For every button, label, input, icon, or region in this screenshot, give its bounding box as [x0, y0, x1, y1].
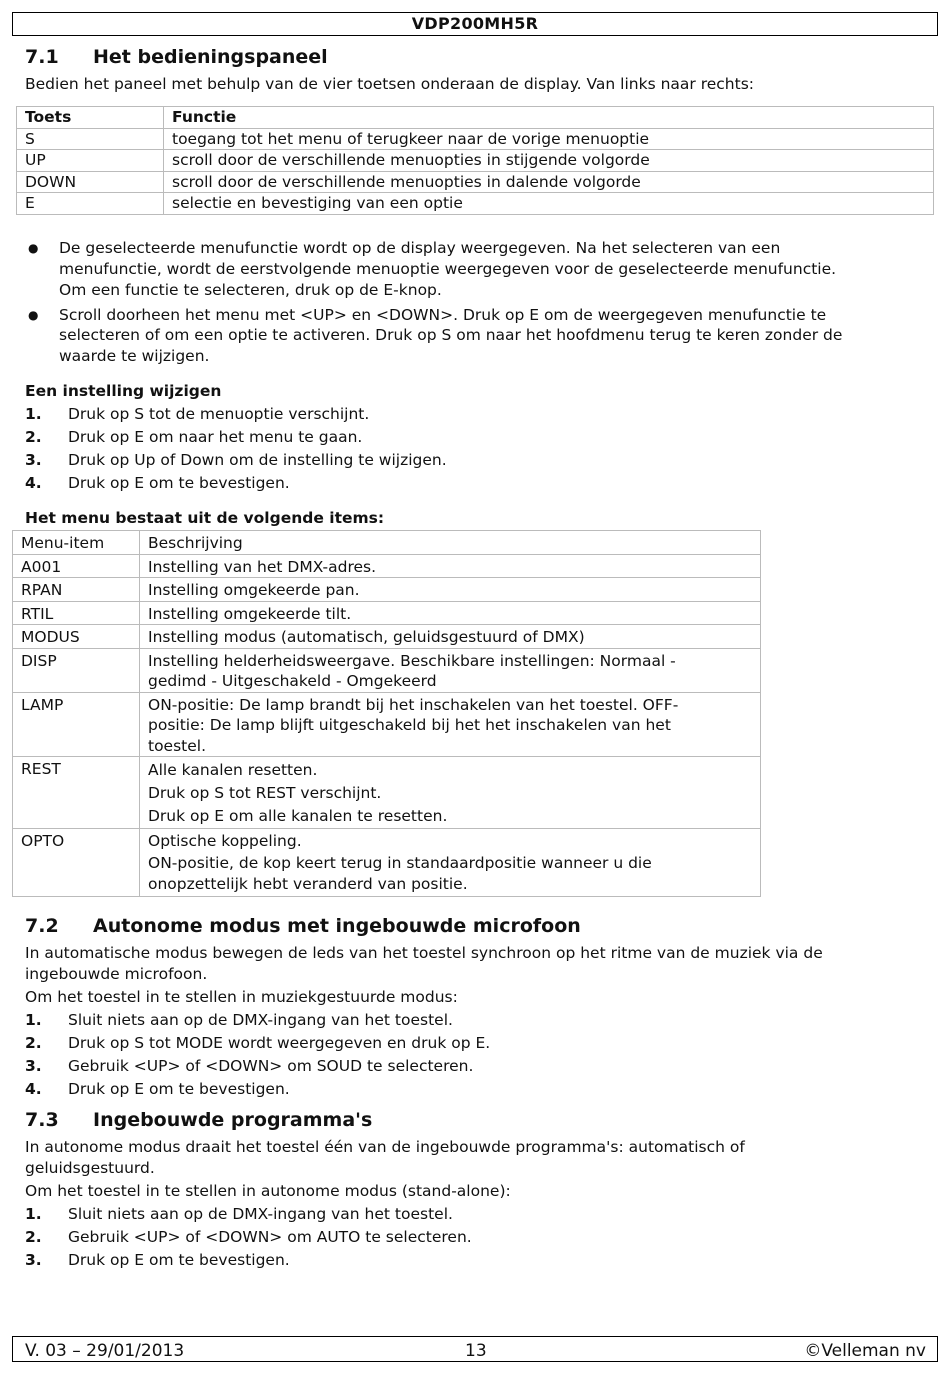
section-number: 7.2 [25, 915, 59, 937]
table-row [17, 171, 934, 193]
step-number: 3. [25, 1251, 42, 1269]
menu-item-cell: RTIL [13, 601, 140, 625]
table-row [17, 128, 934, 150]
step-text: Druk op E om naar het menu te gaan. [68, 428, 363, 446]
menu-desc-cell [140, 692, 761, 757]
step-text: Sluit niets aan op de DMX-ingang van het toestel. [68, 1011, 453, 1029]
bullet-line: Scroll doorheen het menu met <UP> en <DOWN>. Druk op E om de weergegeven menufunctie te [59, 306, 827, 324]
menu-desc-cell [140, 554, 761, 578]
menu-desc-line: positie: De lamp blijft uitgeschakeld bij het het inschakelen van het [148, 716, 671, 734]
section-title: Het bedieningspaneel [93, 46, 328, 68]
table-row [17, 150, 934, 172]
menu-item-cell: A001 [13, 554, 140, 578]
step-number: 3. [25, 1057, 42, 1075]
section-title: Ingebouwde programma's [93, 1109, 373, 1131]
menu-desc-line: Alle kanalen resetten. [148, 761, 318, 779]
menu-desc-cell [140, 648, 761, 692]
step-text: Gebruik <UP> of <DOWN> om SOUD te selecteren. [68, 1057, 474, 1075]
step-text: Druk op E om te bevestigen. [68, 1251, 290, 1269]
menu-desc-cell [140, 625, 761, 649]
bullet-line: selecteren of om een optie te activeren. Druk op S om naar het hoofdmenu terug te keren zonder de [59, 326, 843, 344]
menu-item-cell: OPTO [13, 829, 140, 897]
menu-desc-line: Druk op S tot REST verschijnt. [148, 784, 382, 802]
subheading: Een instelling wijzigen [25, 382, 222, 400]
menu-desc-line: Instelling van het DMX-adres. [148, 557, 377, 576]
section-intro: Bedien het paneel met behulp van de vier toetsen onderaan de display. Van links naar rechts: [25, 75, 754, 93]
bullet-line: waarde te wijzigen. [59, 347, 210, 365]
keys-table [16, 106, 934, 215]
section-intro-line: In automatische modus bewegen de leds van het toestel synchroon op het ritme van de muziek via de [25, 944, 823, 962]
menu-item-cell: REST [13, 757, 140, 829]
step-text: Druk op S tot MODE wordt weergegeven en druk op E. [68, 1034, 491, 1052]
menu-desc-line: Instelling omgekeerde pan. [148, 581, 360, 599]
step-number: 1. [25, 405, 42, 423]
menu-desc-line: Instelling modus (automatisch, geluidsgestuurd of DMX) [148, 628, 585, 646]
footer-copyright: ©Velleman nv [804, 1341, 926, 1361]
table-row [13, 601, 761, 625]
table-row [17, 193, 934, 215]
menu-desc-line: Optische koppeling. [148, 832, 302, 850]
section-title: Autonome modus met ingebouwde microfoon [93, 915, 581, 937]
menu-desc-cell [140, 757, 761, 829]
table-row [13, 625, 761, 649]
menu-desc-line: onopzettelijk hebt veranderd van positie. [148, 875, 468, 893]
table-row [13, 757, 761, 829]
menu-desc-line: ON-positie: De lamp brandt bij het inschakelen van het toestel. OFF- [148, 695, 679, 714]
section-lead: Om het toestel in te stellen in muziekgestuurde modus: [25, 988, 458, 1006]
menu-desc-cell [140, 829, 761, 897]
function-cell: selectie en bevestiging van een optie [164, 193, 934, 215]
table-row [13, 648, 761, 692]
menu-item-cell: RPAN [13, 578, 140, 602]
step-text: Druk op E om te bevestigen. [68, 1080, 290, 1098]
section-lead: Om het toestel in te stellen in autonome modus (stand-alone): [25, 1182, 511, 1200]
step-number: 1. [25, 1011, 42, 1029]
table-row [13, 829, 761, 897]
bullet-line: menufunctie, wordt de eerstvolgende menuoptie weergegeven voor de geselecteerde menufunctie. [59, 260, 837, 278]
function-cell: toegang tot het menu of terugkeer naar de vorige menuoptie [164, 128, 934, 150]
menu-desc-line: Instelling helderheidsweergave. Beschikbare instellingen: Normaal - [148, 651, 676, 670]
key-cell: E [17, 193, 164, 215]
table-header-cell: Toets [17, 107, 164, 129]
key-cell: S [17, 128, 164, 150]
menu-desc-line: gedimd - Uitgeschakeld - Omgekeerd [148, 672, 437, 690]
section-intro-line: In autonome modus draait het toestel één van de ingebouwde programma's: automatisch of [25, 1138, 745, 1156]
table-row [13, 692, 761, 757]
function-cell: scroll door de verschillende menuopties in dalende volgorde [164, 171, 934, 193]
function-cell: scroll door de verschillende menuopties in stijgende volgorde [164, 150, 934, 172]
section-intro-line: ingebouwde microfoon. [25, 965, 208, 983]
footer-version: V. 03 – 29/01/2013 [25, 1341, 185, 1361]
bullet-dot: ● [28, 241, 39, 255]
menu-desc-line: Druk op E om alle kanalen te resetten. [148, 807, 448, 825]
section-number: 7.1 [25, 46, 59, 68]
bullet-line: Om een functie te selecteren, druk op de E-knop. [59, 281, 442, 299]
table-row [13, 578, 761, 602]
step-text: Sluit niets aan op de DMX-ingang van het toestel. [68, 1205, 453, 1223]
step-text: Druk op Up of Down om de instelling te wijzigen. [68, 451, 447, 469]
menu-desc-cell [140, 601, 761, 625]
step-text: Druk op E om te bevestigen. [68, 474, 290, 492]
menu-item-cell: DISP [13, 648, 140, 692]
menu-desc-line: ON-positie, de kop keert terug in standaardpositie wanneer u die [148, 853, 652, 872]
footer-page-number: 13 [465, 1341, 487, 1361]
step-number: 1. [25, 1205, 42, 1223]
menu-item-cell: LAMP [13, 692, 140, 757]
step-number: 2. [25, 1228, 42, 1246]
table-header-cell: Functie [164, 107, 934, 129]
menu-desc-line: Instelling omgekeerde tilt. [148, 604, 352, 623]
table-header-cell: Menu-item [13, 531, 140, 555]
table-header-cell: Beschrijving [140, 531, 761, 555]
menu-desc-cell [140, 578, 761, 602]
bullet-line: De geselecteerde menufunctie wordt op de display weergegeven. Na het selecteren van een [59, 239, 781, 257]
table-header-row [13, 531, 761, 555]
step-number: 4. [25, 1080, 42, 1098]
step-number: 3. [25, 451, 42, 469]
step-text: Gebruik <UP> of <DOWN> om AUTO te selecteren. [68, 1228, 472, 1246]
table-header-row [17, 107, 934, 129]
menu-item-cell: MODUS [13, 625, 140, 649]
menu-table [12, 530, 761, 897]
table-row [13, 554, 761, 578]
menu-desc-line: toestel. [148, 736, 207, 755]
section-number: 7.3 [25, 1109, 59, 1131]
step-number: 2. [25, 428, 42, 446]
section-intro-line: geluidsgestuurd. [25, 1159, 155, 1177]
key-cell: UP [17, 150, 164, 172]
step-text: Druk op S tot de menuoptie verschijnt. [68, 405, 370, 423]
step-number: 4. [25, 474, 42, 492]
bullet-dot: ● [28, 308, 39, 322]
key-cell: DOWN [17, 171, 164, 193]
document-model: VDP200MH5R [411, 14, 539, 33]
step-number: 2. [25, 1034, 42, 1052]
subheading: Het menu bestaat uit de volgende items: [25, 509, 385, 527]
